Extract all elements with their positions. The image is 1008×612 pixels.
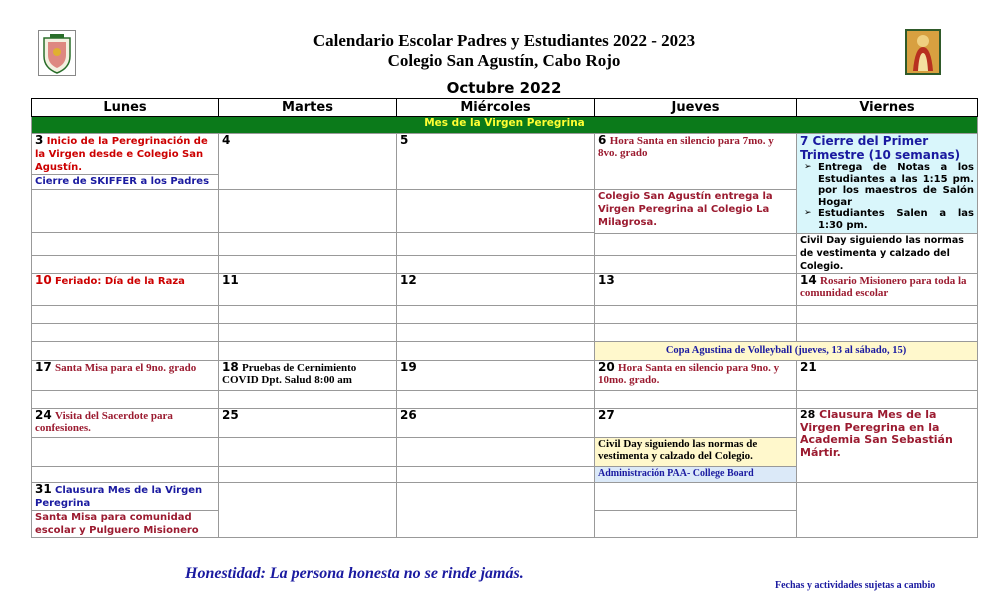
empty-cell — [219, 256, 397, 274]
day-17-cell — [32, 361, 219, 391]
day-number: 13 — [598, 273, 615, 287]
empty-cell — [397, 306, 595, 324]
event-text: Visita del Sacerdote para confesiones. — [35, 410, 173, 434]
day-7-cell — [797, 134, 978, 234]
empty-cell — [219, 190, 397, 233]
weekday-tuesday: Martes — [219, 99, 397, 117]
week3-row-a — [32, 361, 978, 391]
week1-row-a — [32, 134, 978, 175]
day-3-cell-2 — [32, 175, 219, 190]
weekday-thursday: Jueves — [595, 99, 797, 117]
school-name: Colegio San Agustín, Cabo Rojo — [387, 51, 621, 70]
empty-cell — [219, 324, 397, 342]
footer-note: Fechas y actividades sujetas a cambio — [775, 580, 936, 591]
empty-cell — [397, 233, 595, 256]
day-4-cell — [219, 134, 397, 190]
day-24-cell — [32, 409, 219, 438]
day-13-cell — [595, 274, 797, 306]
day-18-cell — [219, 361, 397, 391]
week2-row-b — [32, 306, 978, 324]
day-28-cell — [797, 409, 978, 483]
empty-cell — [595, 256, 797, 274]
empty-cell — [32, 391, 219, 409]
empty-cell — [32, 256, 219, 274]
empty-cell — [397, 324, 595, 342]
day-number: 26 — [400, 408, 417, 422]
empty-cell — [32, 342, 219, 361]
day-number: 14 — [800, 273, 817, 287]
empty-cell — [219, 233, 397, 256]
day-number: 31 — [35, 482, 52, 496]
day-number: 21 — [800, 360, 817, 374]
day-number: 28 — [800, 408, 816, 421]
empty-cell — [219, 467, 397, 483]
day-number: 17 — [35, 360, 52, 374]
day-number: 10 — [35, 273, 52, 287]
day-number: 19 — [400, 360, 417, 374]
event-text: Clausura Mes de la Virgen Peregrina — [35, 485, 203, 509]
day-14-cell — [797, 274, 978, 306]
day-6-cell — [595, 134, 797, 190]
empty-cell — [219, 438, 397, 467]
weekday-header-row — [32, 99, 978, 117]
empty-cell — [595, 511, 797, 538]
empty-cell — [32, 467, 219, 483]
day-25-cell — [219, 409, 397, 438]
day-number: 11 — [222, 273, 239, 287]
week5-row-a — [32, 483, 978, 511]
day-20-cell — [595, 361, 797, 391]
day-number: 4 — [222, 133, 231, 147]
empty-cell — [797, 391, 978, 409]
day-31-cell-2 — [32, 511, 219, 538]
month-banner-row — [32, 117, 978, 134]
event-title: Cierre del Primer Trimestre (10 semanas) — [800, 134, 961, 162]
weekday-wednesday: Miércoles — [397, 99, 595, 117]
event-text: Feriado: Día de la Raza — [55, 276, 185, 287]
weekday-friday: Viernes — [797, 99, 978, 117]
empty-cell — [397, 483, 595, 538]
empty-cell — [397, 190, 595, 233]
day-27-cell — [595, 409, 797, 438]
week2-row-d — [32, 342, 978, 361]
empty-cell — [219, 306, 397, 324]
month-title: Octubre 2022 — [446, 79, 562, 97]
empty-cell — [32, 190, 219, 233]
empty-cell — [219, 483, 397, 538]
empty-cell — [595, 483, 797, 511]
week2-row-a — [32, 274, 978, 306]
day-number: 7 — [800, 134, 809, 148]
day-27-cell-3 — [595, 467, 797, 483]
event-text: Hora Santa en silencio para 7mo. y 8vo. grado — [598, 135, 774, 159]
day-number: 12 — [400, 273, 417, 287]
day-5-cell — [397, 134, 595, 190]
empty-cell — [32, 324, 219, 342]
day-number: 25 — [222, 408, 239, 422]
calendar-title: Calendario Escolar Padres y Estudiantes 2022 - 2023 — [312, 31, 696, 50]
week2-row-c — [32, 324, 978, 342]
day-number: 18 — [222, 360, 239, 374]
day-10-cell — [32, 274, 219, 306]
day-number: 24 — [35, 408, 52, 422]
weekday-monday: Lunes — [32, 99, 219, 117]
day-number: 20 — [598, 360, 615, 374]
event-text: Cierre de SKIFFER a los Padres — [35, 176, 210, 187]
event-text: Administración PAA- College Board — [598, 468, 754, 479]
footer-motto: Honestidad: La persona honesta no se rinde jamás. — [185, 565, 524, 582]
event-text: Santa Misa para comunidad escolar y Pulguero Misionero — [35, 512, 199, 536]
copa-volleyball-event: Copa Agustina de Volleyball (jueves, 13 al sábado, 15) — [595, 342, 978, 361]
empty-cell — [797, 483, 978, 538]
week3-row-b — [32, 391, 978, 409]
day-21-cell — [797, 361, 978, 391]
empty-cell — [32, 306, 219, 324]
empty-cell — [595, 234, 797, 256]
empty-cell — [219, 342, 397, 361]
empty-cell — [397, 342, 595, 361]
day-26-cell — [397, 409, 595, 438]
event-text: Colegio San Agustín entrega la Virgen Peregrina al Colegio La Milagrosa. — [598, 191, 773, 228]
event-text: Hora Santa en silencio para 9no. y 10mo. grado. — [598, 362, 780, 386]
empty-cell — [397, 256, 595, 274]
day-11-cell — [219, 274, 397, 306]
day-12-cell — [397, 274, 595, 306]
day-31-cell — [32, 483, 219, 511]
day-27-cell-2 — [595, 438, 797, 467]
event-text: Civil Day siguiendo las normas de vestimenta y calzado del Colegio. — [800, 235, 964, 272]
bullet-item: ➢ Estudiantes Salen a las 1:30 pm. — [818, 208, 974, 231]
day-3-cell — [32, 134, 219, 175]
event-text: Santa Misa para el 9no. grado — [55, 362, 197, 374]
event-text: Civil Day siguiendo las normas de vestimenta y calzado del Colegio. — [598, 438, 758, 462]
empty-cell — [219, 391, 397, 409]
day-number: 27 — [598, 408, 615, 422]
event-text: Rosario Misionero para toda la comunidad escolar — [800, 275, 967, 299]
week4-row-a — [32, 409, 978, 438]
empty-cell — [595, 306, 797, 324]
event-bullets — [800, 162, 974, 231]
day-6-cell-2 — [595, 190, 797, 234]
day-number: 6 — [598, 133, 607, 147]
event-text: Inicio de la Peregrinación de la Virgen desde e Colegio San Agustín. — [35, 136, 208, 173]
empty-cell — [32, 438, 219, 467]
bullet-item: ➢ Entrega de Notas a los Estudiantes a las 1:15 pm. por los maestros de Salón Hogar — [818, 162, 974, 208]
day-19-cell — [397, 361, 595, 391]
empty-cell — [397, 438, 595, 467]
empty-cell — [797, 324, 978, 342]
day-number: 3 — [35, 133, 44, 147]
empty-cell — [32, 233, 219, 256]
empty-cell — [595, 391, 797, 409]
event-text: Pruebas de Cernimiento COVID Dpt. Salud 8:00 am — [222, 362, 357, 386]
month-banner: Mes de la Virgen Peregrina — [32, 117, 978, 134]
calendar-table — [31, 98, 978, 538]
empty-cell — [397, 467, 595, 483]
day-7-cell-2 — [797, 234, 978, 274]
empty-cell — [797, 306, 978, 324]
empty-cell — [397, 391, 595, 409]
event-text: Clausura Mes de la Virgen Peregrina en la Academia San Sebastián Mártir. — [800, 408, 953, 459]
day-number: 5 — [400, 133, 409, 147]
empty-cell — [595, 324, 797, 342]
